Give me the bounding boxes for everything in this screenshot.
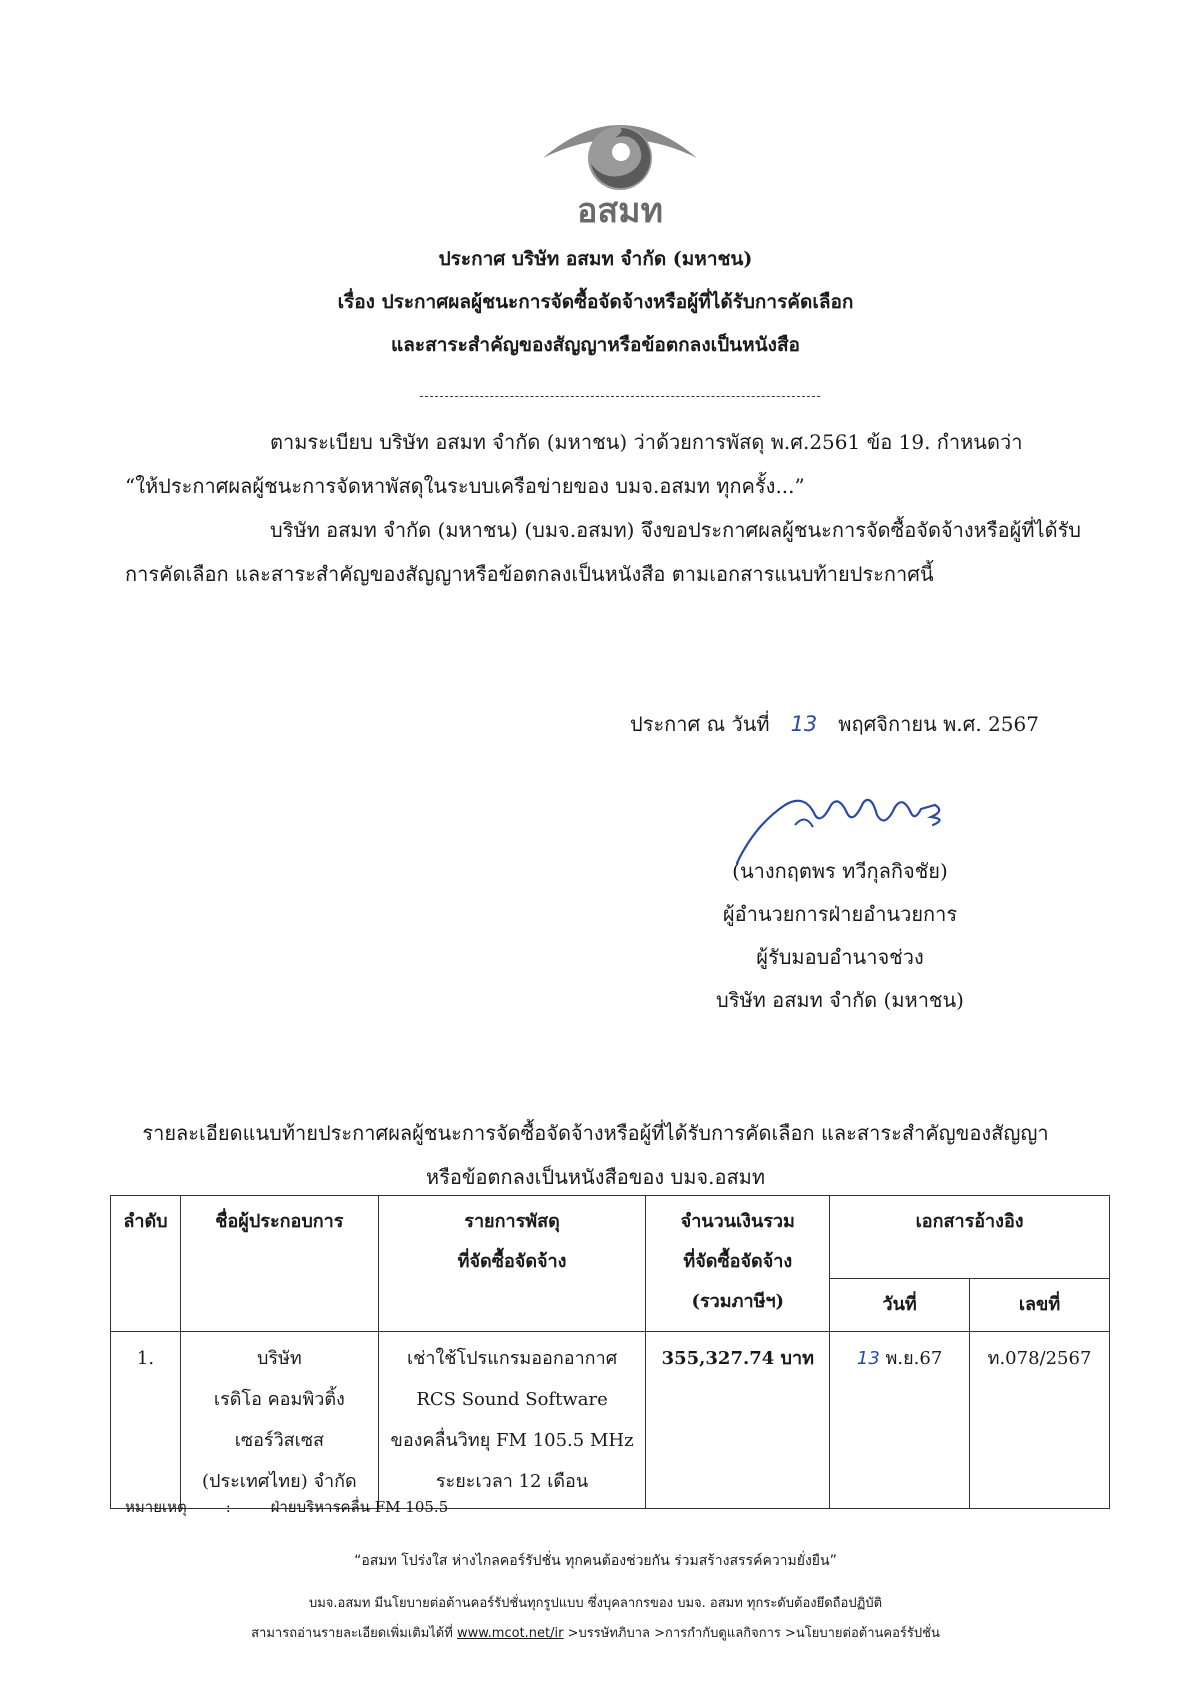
signatory-authority: ผู้รับมอบอำนาจช่วง bbox=[756, 945, 924, 969]
remark-separator: : bbox=[225, 1498, 231, 1516]
cell-vendor bbox=[180, 1332, 378, 1509]
cell-date-month: พ.ย.67 bbox=[885, 1348, 943, 1369]
header-vendor: ชื่อผู้ประกอบการ bbox=[180, 1196, 378, 1332]
cell-date-day: 13 bbox=[856, 1348, 880, 1369]
cell-amount: 355,327.74 บาท bbox=[646, 1332, 830, 1509]
header-date: วันที่ bbox=[830, 1279, 970, 1332]
heading-line-2: เรื่อง ประกาศผลผู้ชนะการจัดซื้อจัดจ้างหรือผู้ที่ได้รับการคัดเลือก bbox=[337, 291, 854, 313]
remark bbox=[125, 1495, 448, 1519]
announce-date-prefix: ประกาศ ณ วันที่ bbox=[630, 712, 770, 736]
vendor-line: เรดิโอ คอมพิวติ้ง bbox=[213, 1389, 345, 1410]
signatory-block bbox=[690, 850, 990, 1022]
footer-ir-link[interactable]: www.mcot.net/ir bbox=[456, 1626, 564, 1641]
vendor-line: บริษัท bbox=[256, 1348, 302, 1369]
vendor-line: เซอร์วิสเซส bbox=[234, 1430, 325, 1451]
remark-label: หมายเหตุ bbox=[125, 1498, 187, 1516]
footer-policy-line: บมจ.อสมท มีนโยบายต่อต้านคอร์รัปชั่นทุกรูปแบบ ซึ่งบุคลากรของ บมจ. อสมท ทุกระดับต้องยึดถือปฏิบัติ bbox=[308, 1596, 883, 1611]
heading-divider bbox=[420, 396, 820, 397]
item-line: RCS Sound Software bbox=[416, 1389, 608, 1410]
announce-date-suffix: พฤศจิกายน พ.ศ. 2567 bbox=[838, 712, 1039, 736]
cell-date bbox=[830, 1332, 970, 1509]
footer-more-info-prefix: สามารถอ่านรายละเอียดเพิ่มเติมได้ที่ bbox=[251, 1626, 453, 1641]
cell-ref-number: ท.078/2567 bbox=[970, 1332, 1110, 1509]
header-no: ลำดับ bbox=[111, 1196, 181, 1332]
header-item-line-1: รายการพัสดุ bbox=[464, 1211, 560, 1232]
header-amount-line-3: (รวมภาษีฯ) bbox=[691, 1291, 785, 1312]
footer-more-info-suffix: >บรรษัทภิบาล >การกำกับดูแลกิจการ >นโยบายต่อต้านคอร์รัปชั่น bbox=[567, 1626, 940, 1641]
cell-no: 1. bbox=[111, 1332, 181, 1509]
body-paragraph-2-line-2: การคัดเลือก และสาระสำคัญของสัญญาหรือข้อตกลงเป็นหนังสือ ตามเอกสารแนบท้ายประกาศนี้ bbox=[125, 562, 934, 586]
annex-title-line-1: รายละเอียดแนบท้ายประกาศผลผู้ชนะการจัดซื้อจัดจ้างหรือผู้ที่ได้รับการคัดเลือก และสาระสำคัญของสัญญา bbox=[142, 1121, 1049, 1145]
header-amount-line-2: ที่จัดซื้อจัดจ้าง bbox=[683, 1251, 793, 1272]
item-line: เช่าใช้โปรแกรมออกอากาศ bbox=[406, 1348, 618, 1369]
mcot-logo bbox=[535, 100, 705, 230]
header-number: เลขที่ bbox=[970, 1279, 1110, 1332]
announce-date bbox=[630, 708, 1039, 740]
signatory-position: ผู้อำนวยการฝ่ายอำนวยการ bbox=[722, 902, 958, 926]
mcot-eye-icon bbox=[535, 100, 705, 230]
svg-text:อสมท: อสมท bbox=[577, 191, 663, 230]
item-line: ระยะเวลา 12 เดือน bbox=[435, 1471, 589, 1492]
table-row bbox=[111, 1332, 1110, 1509]
item-line: ของคลื่นวิทยุ FM 105.5 MHz bbox=[390, 1430, 634, 1451]
footer-more-info-line bbox=[0, 1622, 1191, 1643]
table-header-row bbox=[111, 1196, 1110, 1279]
body-paragraph-1-line-2: “ให้ประกาศผลผู้ชนะการจัดหาพัสดุในระบบเครือข่ายของ บมจ.อสมท ทุกครั้ง...” bbox=[125, 474, 805, 498]
header-item bbox=[378, 1196, 646, 1332]
signatory-name: (นางกฤตพร ทวีกุลกิจชัย) bbox=[732, 859, 948, 883]
cell-item bbox=[378, 1332, 646, 1509]
award-table bbox=[110, 1195, 1110, 1509]
header-amount-line-1: จำนวนเงินรวม bbox=[680, 1211, 795, 1232]
body-paragraph-1-line-1: ตามระเบียบ บริษัท อสมท จำกัด (มหาชน) ว่าด้วยการพัสดุ พ.ศ.2561 ข้อ 19. กำหนดว่า bbox=[270, 430, 1023, 454]
body-paragraph-2-line-1: บริษัท อสมท จำกัด (มหาชน) (บมจ.อสมท) จึงขอประกาศผลผู้ชนะการจัดซื้อจัดจ้างหรือผู้ที่ได้รับ bbox=[270, 518, 1082, 542]
heading-line-3: และสาระสำคัญของสัญญาหรือข้อตกลงเป็นหนังสือ bbox=[391, 334, 800, 356]
header-amount bbox=[646, 1196, 830, 1332]
signatory-company: บริษัท อสมท จำกัด (มหาชน) bbox=[716, 988, 964, 1012]
annex-title-line-2: หรือข้อตกลงเป็นหนังสือของ บมจ.อสมท bbox=[425, 1165, 766, 1189]
announce-date-day: 13 bbox=[790, 712, 818, 736]
vendor-line: (ประเทศไทย) จำกัด bbox=[202, 1471, 357, 1492]
header-reference: เอกสารอ้างอิง bbox=[830, 1196, 1110, 1279]
header-item-line-2: ที่จัดซื้อจัดจ้าง bbox=[457, 1251, 567, 1272]
heading-line-1: ประกาศ บริษัท อสมท จำกัด (มหาชน) bbox=[438, 248, 753, 270]
footer-slogan: “อสมท โปร่งใส ห่างไกลคอร์รัปชั่น ทุกคนต้องช่วยกัน ร่วมสร้างสรรค์ความยั่งยืน” bbox=[354, 1553, 837, 1569]
remark-text: ฝ่ายบริหารคลื่น FM 105.5 bbox=[270, 1498, 449, 1516]
